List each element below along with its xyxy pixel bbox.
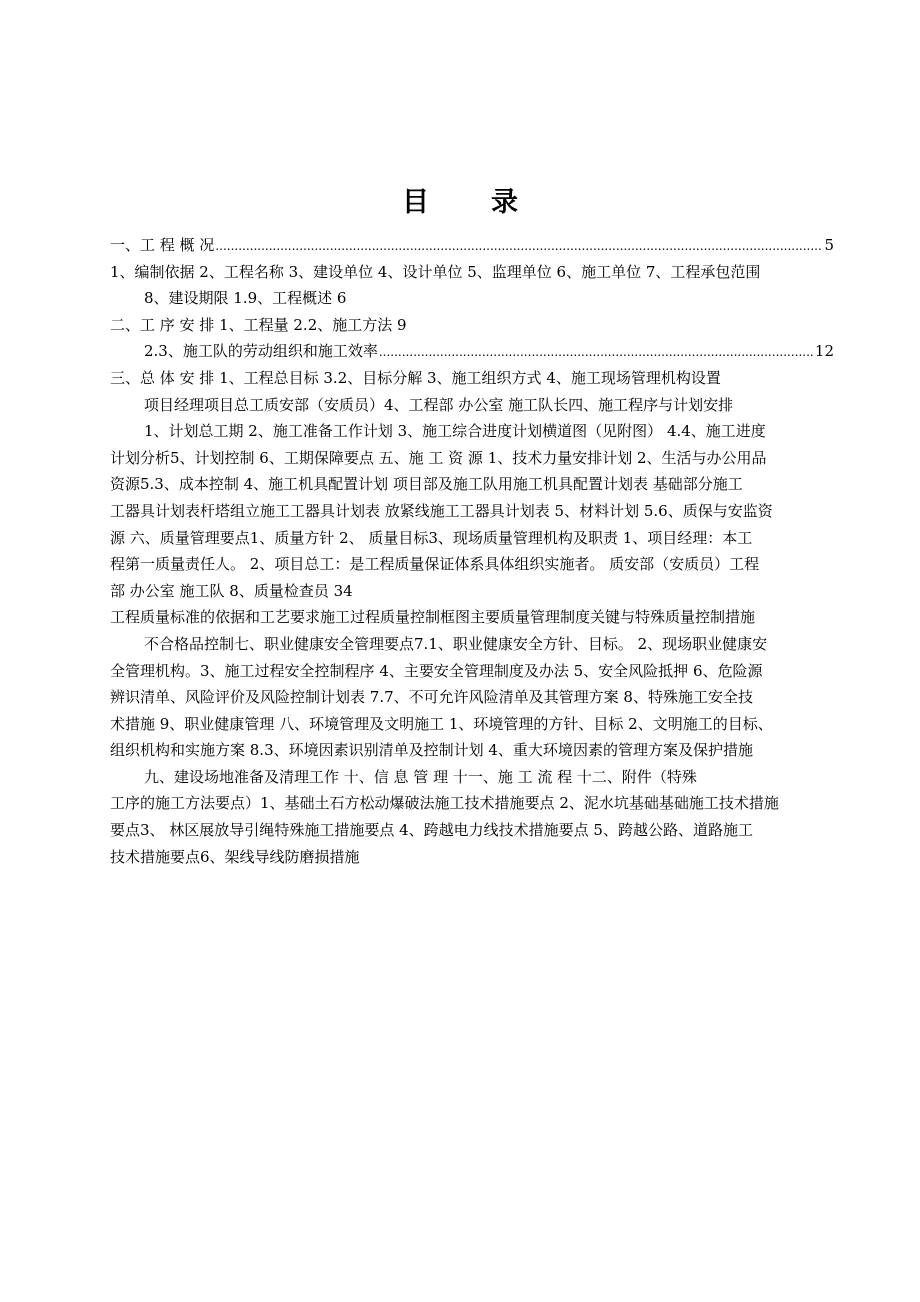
- toc-entry-5[interactable]: [110, 338, 834, 365]
- toc-line-22: 工序的施工方法要点）1、基础土石方松动爆破法施工技术措施要点 2、泥水坑基础基础施工技术措施: [110, 794, 779, 813]
- toc-line-8: 1、计划总工期 2、施工准备工作计划 3、施工综合进度计划横道图（见附图） 4.4、施工进度: [144, 422, 766, 441]
- toc-line-14: 部 办公室 施工队 8、质量检查员 34: [110, 581, 353, 600]
- toc-line-12: 源 六、质量管理要点1、质量方针 2、 质量目标3、现场质量管理机构及职责 1、项目经理：本工: [110, 528, 753, 547]
- toc-page-number: 5: [824, 236, 834, 254]
- title-char-2: 录: [491, 187, 518, 218]
- toc-line-3: 8、建设期限 1.9、工程概述 6: [144, 289, 347, 308]
- toc-line-6: 三、总 体 安 排 1、工程总目标 3.2、目标分解 3、施工组织方式 4、施工现场管理机构设置: [110, 368, 721, 387]
- toc-line-24: 技术措施要点6、架线导线防磨损措施: [110, 847, 360, 866]
- toc-line-4: 二、工 序 安 排 1、工程量 2.2、施工方法 9: [110, 315, 407, 334]
- toc-line-19: 术措施 9、职业健康管理 八、环境管理及文明施工 1、环境管理的方针、目标 2、文明施工的目标、: [110, 714, 773, 733]
- toc-line-18: 辨识清单、风险评价及风险控制计划表 7.7、不可允许风险清单及其管理方案 8、特殊施工安全技: [110, 688, 753, 707]
- toc-line-10: 资源5.3、成本控制 4、施工机具配置计划 项目部及施工队用施工机具配置计划表 基础部分施工: [110, 475, 743, 494]
- toc-entry-1[interactable]: [110, 232, 834, 259]
- toc-line-23: 要点3、 林区展放导引绳特殊施工措施要点 4、跨越电力线技术措施要点 5、跨越公路、道路施工: [110, 821, 753, 840]
- table-of-contents: [110, 232, 834, 870]
- toc-line-16: 不合格品控制七、职业健康安全管理要点7.1、职业健康安全方针、目标。 2、现场职业健康安: [144, 634, 768, 653]
- toc-leader-dots: [379, 339, 814, 365]
- toc-page-number: 12: [814, 342, 834, 361]
- toc-entry-label: 一、工 程 概 况: [110, 236, 215, 254]
- toc-leader-dots: [215, 233, 823, 259]
- toc-line-2: 1、编制依据 2、工程名称 3、建设单位 4、设计单位 5、监理单位 6、施工单位 7、工程承包范围: [110, 262, 761, 281]
- toc-line-9: 计划分析5、计划控制 6、工期保障要点 五、施 工 资 源 1、技术力量安排计划 2、生活与办公用品: [110, 448, 767, 467]
- toc-line-7: 项目经理项目总工质安部（安质员）4、工程部 办公室 施工队长四、施工程序与计划安排: [144, 395, 734, 414]
- page-title: [0, 180, 920, 219]
- toc-line-21: 九、建设场地准备及清理工作 十、信 息 管 理 十一、施 工 流 程 十二、附件（特殊: [144, 767, 697, 786]
- toc-line-11: 工器具计划表杆塔组立施工工器具计划表 放紧线施工工器具计划表 5、材料计划 5.6、质保与安监资: [110, 501, 773, 520]
- toc-line-13: 程第一质量责任人。 2、项目总工：是工程质量保证体系具体组织实施者。 质安部（安质员）工程: [110, 555, 760, 574]
- toc-entry-label: 2.3、施工队的劳动组织和施工效率: [144, 342, 378, 361]
- toc-line-17: 全管理机构。3、施工过程安全控制程序 4、主要安全管理制度及办法 5、安全风险抵押 6、危险源: [110, 661, 763, 680]
- toc-line-15: 工程质量标准的依据和工艺要求施工过程质量控制框图主要质量管理制度关键与特殊质量控制措施: [110, 608, 756, 627]
- toc-line-20: 组织机构和实施方案 8.3、环境因素识别清单及控制计划 4、重大环境因素的管理方案及保护措施: [110, 741, 753, 760]
- title-char-1: 目: [402, 187, 429, 218]
